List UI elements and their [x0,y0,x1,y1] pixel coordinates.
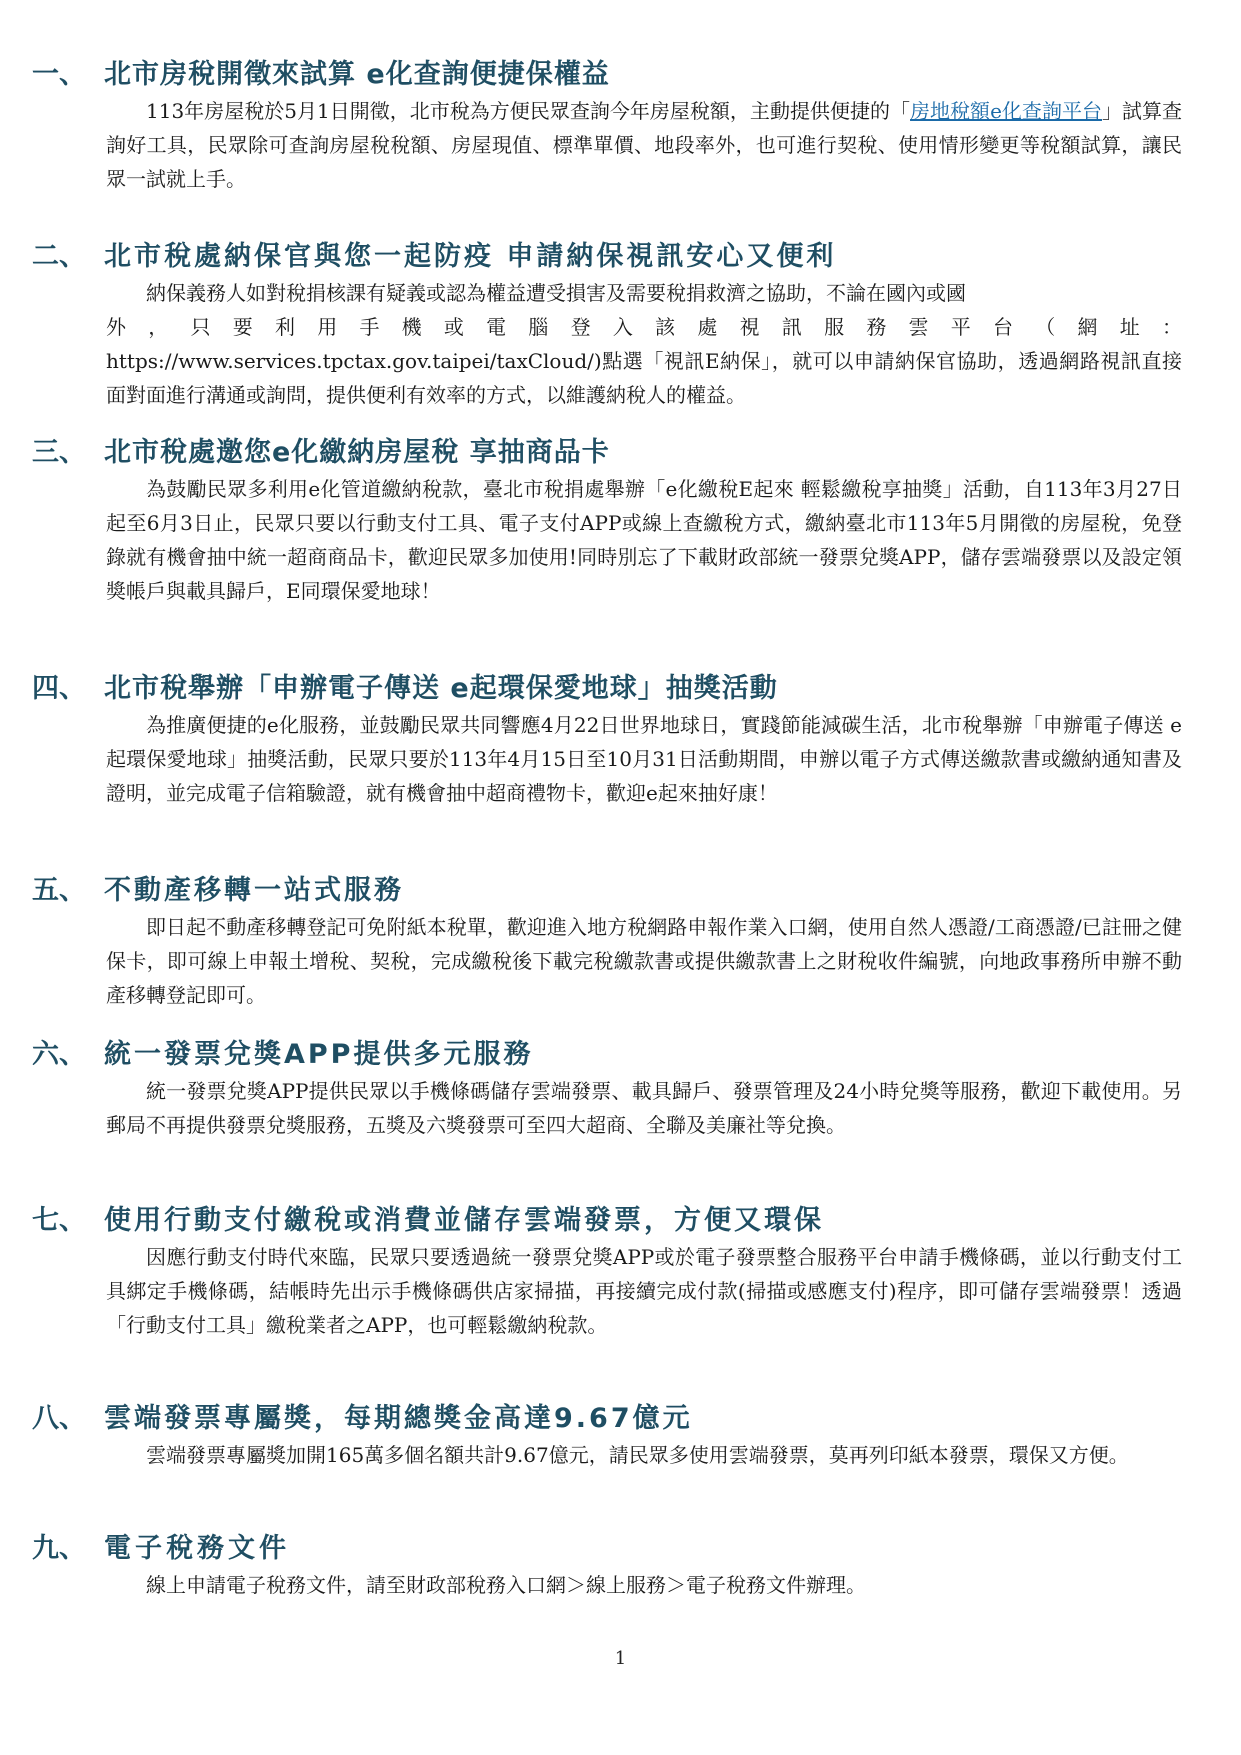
section-title: 北市稅處邀您e化繳納房屋稅 享抽商品卡 [104,437,610,468]
section-title: 使用行動支付繳稅或消費並儲存雲端發票，方便又環保 [104,1205,824,1236]
section-title: 北市稅處納保官與您一起防疫 申請納保視訊安心又便利 [104,241,837,272]
body-line: 外，只要利用手機或電腦登入該處視訊服務雲平台（網址： [106,315,1182,339]
section-6 [32,1038,1192,1142]
section-1 [32,58,1192,196]
section-heading [32,58,1192,94]
section-heading [32,1402,1192,1438]
section-title: 電子稅務文件 [104,1533,290,1564]
body-line: 納保義務人如對稅捐核課有疑義或認為權益遭受損害及需要稅捐救濟之協助，不論在國內或國 [146,281,966,305]
section-body: 為鼓勵民眾多利用e化管道繳納稅款，臺北市稅捐處舉辦「e化繳稅E起來 輕鬆繳稅享抽獎」活動，自113年3月27日起至6月3日止，民眾只要以行動支付工具、電子支付APP或線上查繳稅方式，繳納臺北市113年5月開徵的房屋稅，免登錄就有機會抽中統一超商商品卡，歡迎民眾多加使用!同時別忘了下載財政部統一發票兌獎APP，儲存雲端發票以及設定領獎帳戶與載具歸戶，E同環保愛地球！ [106,477,1182,603]
section-4 [32,672,1192,810]
section-3 [32,436,1192,608]
section-body: 統一發票兌獎APP提供民眾以手機條碼儲存雲端發票、載具歸戶、發票管理及24小時兌獎等服務，歡迎下載使用。另郵局不再提供發票兌獎服務，五獎及六獎發票可至四大超商、全聯及美廉社等兌換。 [106,1079,1182,1137]
section-number: 八、 [32,1403,86,1434]
section-title: 雲端發票專屬獎，每期總獎金高達9.67億元 [104,1403,693,1434]
section-body: 雲端發票專屬獎加開165萬多個名額共計9.67億元，請民眾多使用雲端發票，莫再列印紙本發票，環保又方便。 [146,1443,1129,1467]
section-title: 北市稅舉辦「申辦電子傳送 e起環保愛地球」抽獎活動 [104,673,778,704]
section-number: 六、 [32,1039,86,1070]
section-number: 一、 [32,59,86,90]
section-2 [32,240,1192,412]
section-number: 四、 [32,673,86,704]
body-text: 113年房屋稅於5月1日開徵，北市稅為方便民眾查詢今年房屋稅額，主動提供便捷的「 [146,99,911,123]
section-number: 二、 [32,241,86,272]
section-number: 九、 [32,1533,86,1564]
section-number: 三、 [32,437,86,468]
section-heading [32,1204,1192,1240]
section-heading [32,1532,1192,1568]
section-title: 不動產移轉一站式服務 [104,875,404,906]
body-text: 」試算查詢好工具，民眾除可查詢房屋稅稅額、房屋現值、標準單價、地段率外，也可進行契稅、使用情形變更等稅額試算，讓民眾一試就上手。 [106,99,1183,191]
section-number: 五、 [32,875,86,906]
section-body: 為推廣便捷的e化服務，並鼓勵民眾共同響應4月22日世界地球日，實踐節能減碳生活，北市稅舉辦「申辦電子傳送 e起環保愛地球」抽獎活動，民眾只要於113年4月15日至10月31日活動期間，申辦以電子方式傳送繳款書或繳納通知書及證明，並完成電子信箱驗證，就有機會抽中超商禮物卡，歡迎e起來抽好康！ [106,713,1182,805]
section-body: 即日起不動產移轉登記可免附紙本稅單，歡迎進入地方稅網路申報作業入口網，使用自然人憑證/工商憑證/已註冊之健保卡，即可線上申報土增稅、契稅，完成繳稅後下載完稅繳款書或提供繳款書上之財稅收件編號，向地政事務所申辦不動產移轉登記即可。 [106,915,1182,1007]
section-heading [32,436,1192,472]
page-number: 1 [614,1648,627,1669]
body-text: https://www.services.tpctax.gov.taipei/taxCloud/)點選「視訊E納保」，就可以申請納保官協助，透過網路視訊直接面對面進行溝通或詢問，提供便利有效率的方式，以維護納稅人的權益。 [106,349,1182,407]
section-number: 七、 [32,1205,86,1236]
section-9 [32,1532,1192,1602]
section-title: 統一發票兌獎APP提供多元服務 [104,1039,534,1070]
section-heading [32,672,1192,708]
section-body: 因應行動支付時代來臨，民眾只要透過統一發票兌獎APP或於電子發票整合服務平台申請手機條碼，並以行動支付工具綁定手機條碼，結帳時先出示手機條碼供店家掃描，再接續完成付款(掃描或感應支付)程序，即可儲存雲端發票！透過「行動支付工具」繳稅業者之APP，也可輕鬆繳納稅款。 [106,1245,1182,1337]
section-body [106,94,1182,196]
platform-link[interactable]: 房地稅額e化查詢平台 [910,99,1102,123]
section-7 [32,1204,1192,1342]
section-heading [32,874,1192,910]
section-heading [32,1038,1192,1074]
section-heading [32,240,1192,276]
section-body: 線上申請電子稅務文件，請至財政部稅務入口網＞線上服務＞電子稅務文件辦理。 [146,1573,866,1597]
section-5 [32,874,1192,1012]
section-title: 北市房稅開徵來試算 e化查詢便捷保權益 [104,59,610,90]
section-8 [32,1402,1192,1472]
section-body [106,276,1182,412]
